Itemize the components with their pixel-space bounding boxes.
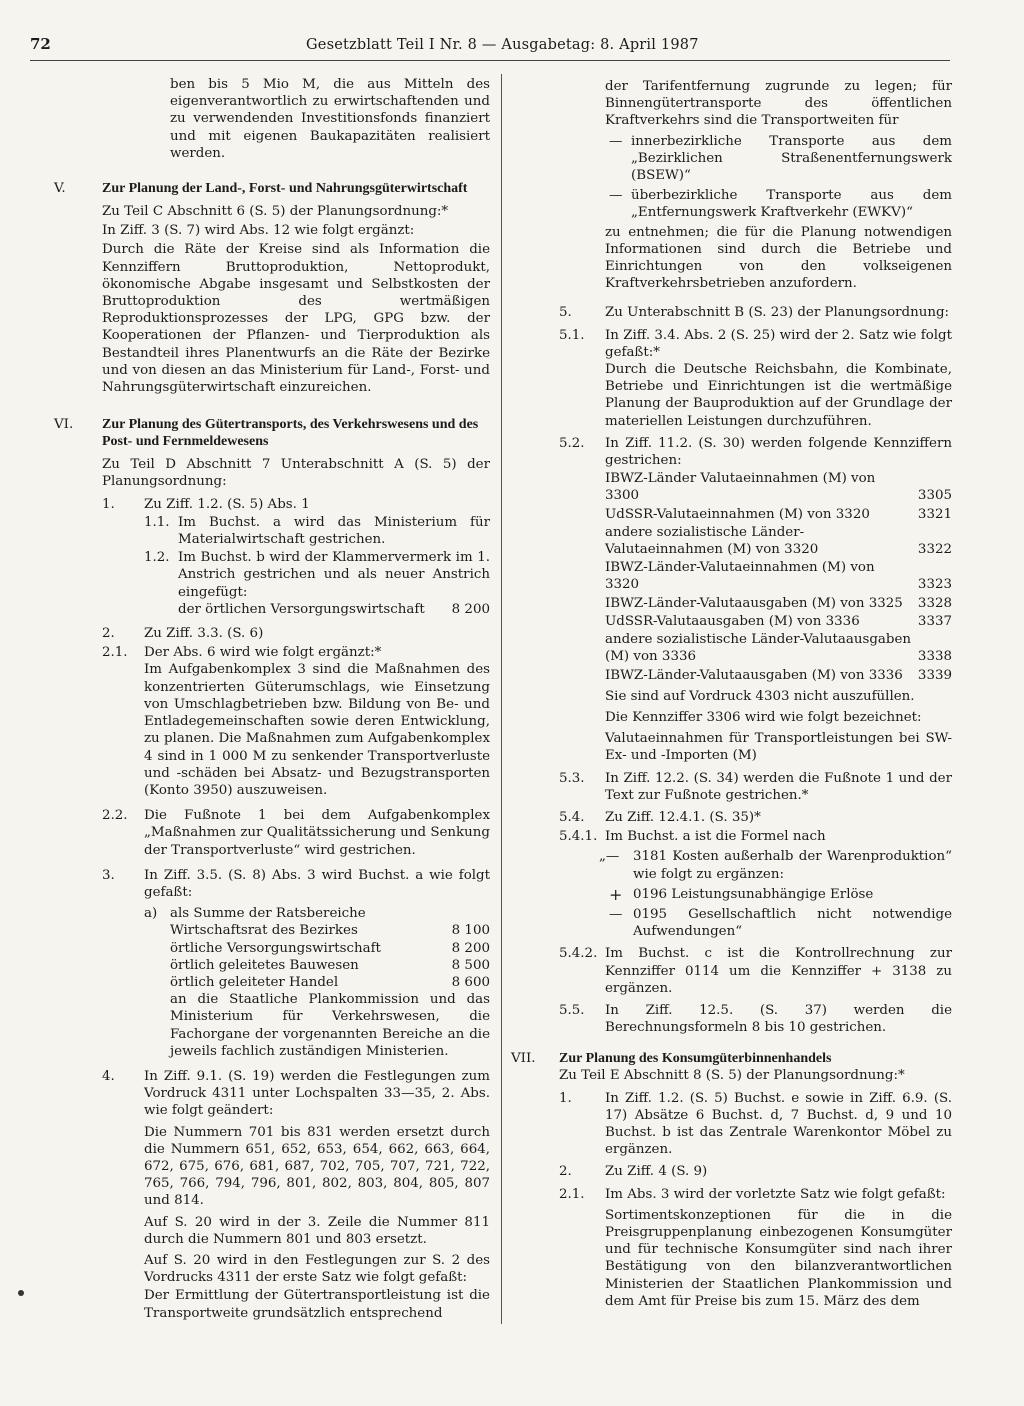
row-label: UdSSR-Valutaausgaben (M) von 3336 (605, 613, 860, 629)
item-number: 1.1. (144, 514, 170, 530)
item-text: In Ziff. 12.5. (S. 37) werden die Berechnungsformeln 8 bis 10 gestrichen. (605, 1002, 952, 1036)
list-item (511, 828, 952, 940)
paragraph: Zu Teil E Abschnitt 8 (S. 5) der Planungsordnung:* (559, 1068, 905, 1084)
table-row (605, 667, 952, 684)
list-item (102, 644, 490, 799)
item-number: 5. (559, 305, 572, 321)
row-label: UdSSR-Valutaeinnahmen (M) von 3320 (605, 506, 870, 522)
list-item (102, 549, 490, 618)
paragraph: zu entnehmen; die für die Planung notwendigen Informationen sind durch die Betriebe und Einrichtungen von den volkseigenen Kraftverkehrsbetrieben anzufordern. (605, 224, 952, 292)
item-body: Durch die Deutsche Reichsbahn, die Kombinate, Betriebe und Einrichtungen ist die wertmäßige Planung der Bauproduktion auf der Grundlage der materiellen Leistungen durchzuführen. (605, 362, 952, 429)
formula-text: 3181 Kosten außerhalb der Warenproduktion“ wie folgt zu ergänzen: (633, 849, 952, 882)
row-value: 3337 (917, 613, 952, 629)
row-label: IBWZ-Länder-Valutaausgaben (M) von 3325 (605, 595, 903, 611)
table-row (605, 631, 952, 665)
item-text: In Ziff. 1.2. (S. 5) Buchst. e sowie in Ziff. 6.9. (S. 17) Absätze 6 Buchst. d, 7 Buchst. d, 9 und 10 Buchst. b ist das Zentrale Warenkontor Möbel zu ergänzen. (605, 1090, 952, 1158)
row-label: Wirtschaftsrat des Bezirkes (170, 923, 358, 939)
intro-paragraph: ben bis 5 Mio M, die aus Mitteln des eigenverantwortlich zu erwirtschaftenden und zu verwendenden Investitionsfonds finanziert und mit eigenen Baukapazitäten realisiert werden. (170, 77, 490, 161)
section-title: Zur Planung des Gütertransports, des Verkehrswesens und des Post- und Fernmeldewesens (102, 417, 479, 450)
row-value: 3323 (917, 577, 952, 593)
right-column (511, 78, 952, 1310)
list-item (511, 945, 952, 997)
sub-list-marker: a) (144, 906, 158, 922)
row-value: 8 500 (451, 957, 490, 973)
formula-sign: — (609, 906, 623, 922)
item-number: 5.5. (559, 1002, 585, 1018)
list-item (102, 496, 490, 513)
list-item (102, 625, 490, 642)
section-vi (54, 416, 490, 1322)
item-number: 5.4.2. (559, 946, 598, 962)
item-text: In Ziff. 11.2. (S. 30) werden folgende Kennziffern gestrichen: (605, 435, 952, 469)
sub-list-item (144, 905, 490, 1060)
item-number: 2.1. (102, 645, 128, 661)
paragraph: In Ziff. 3 (S. 7) wird Abs. 12 wie folgt ergänzt: (102, 223, 415, 239)
item-text: Zu Ziff. 3.3. (S. 6) (144, 626, 264, 642)
item-number: 5.1. (559, 327, 585, 343)
page-header-title: Gesetzblatt Teil I Nr. 8 — Ausgabetag: 8. April 1987 (306, 37, 699, 53)
row-label: IBWZ-Länder Valutaeinnahmen (M) von 3300 (605, 471, 876, 504)
row-value: 8 200 (451, 601, 490, 617)
dash-marker: — (609, 188, 623, 204)
row-value: 3322 (917, 542, 952, 558)
formula-line (605, 906, 952, 940)
sub-list-tail: an die Staatliche Plankommission und das Ministerium für Verkehrswesen, die Fachorgane der vorgenannten Bereiche an die jeweils fachlich zuständigen Ministerien. (170, 992, 490, 1059)
row-value: 3328 (917, 595, 952, 611)
list-item (102, 514, 490, 548)
item-text: In Ziff. 3.4. Abs. 2 (S. 25) wird der 2. Satz wie folgt gefaßt:* (605, 327, 952, 360)
list-item (559, 1090, 952, 1159)
list-item (511, 304, 952, 321)
list-item (511, 1002, 952, 1036)
row-value: 3305 (917, 488, 952, 504)
item-text: In Ziff. 12.2. (S. 34) werden die Fußnote 1 und der Text zur Fußnote gestrichen.* (605, 770, 952, 803)
item-number: 1.2. (144, 550, 170, 566)
item-text: Im Buchst. b wird der Klammervermerk im 1. Anstrich gestrichen und als neuer Anstrich eingefügt: (178, 550, 490, 600)
row-label: IBWZ-Länder-Valutaausgaben (M) von 3336 (605, 667, 903, 683)
item-text: Der Abs. 6 wird wie folgt ergänzt:* (144, 645, 382, 661)
item-number: 2.2. (102, 808, 128, 824)
row-label: der örtlichen Versorgungswirtschaft (178, 601, 425, 617)
header-rule (30, 60, 950, 61)
paragraph: Zu Teil D Abschnitt 7 Unterabschnitt A (S. 5) der Planungsordnung: (102, 457, 490, 490)
item-text: Im Buchst. a ist die Formel nach (605, 829, 826, 845)
item-text: In Ziff. 3.5. (S. 8) Abs. 3 wird Buchst. a wie folgt gefaßt: (144, 867, 490, 900)
item-body: Auf S. 20 wird in den Festlegungen zur S. 2 des Vordrucks 4311 der erste Satz wie folgt gefaßt: (144, 1252, 490, 1286)
ratsbereiche-table (170, 922, 490, 991)
dash-text: innerbezirkliche Transporte aus dem „Bezirklichen Straßenentfernungswerk (BSEW)“ (631, 133, 952, 184)
dash-item (605, 133, 952, 185)
row-label: andere sozialistische Länder-Valutaeinnahmen (M) von 3320 (605, 524, 819, 558)
item-text: Zu Ziff. 4 (S. 9) (605, 1164, 708, 1180)
row-label: örtliche Versorgungswirtschaft (170, 940, 381, 956)
section-title: Zur Planung des Konsumgüterbinnenhandels (559, 1051, 832, 1067)
table-row (605, 613, 952, 630)
item-number: 5.4.1. (559, 829, 598, 845)
dash-item (605, 187, 952, 221)
item-text: Zu Ziff. 12.4.1. (S. 35)* (605, 809, 761, 825)
row-value: 8 600 (451, 974, 490, 990)
sub-list-text: als Summe der Ratsbereiche (170, 906, 366, 922)
table-row (170, 957, 490, 974)
table-row (605, 559, 952, 593)
table-row (605, 506, 952, 523)
table-row (605, 470, 952, 504)
item-text: Im Buchst. a wird das Ministerium für Materialwirtschaft gestrichen. (178, 514, 490, 548)
table-row (170, 940, 490, 957)
continued-block (511, 78, 952, 292)
paragraph: Durch die Räte der Kreise sind als Information die Kennziffern Bruttoproduktion, Nettoprodukt, ökonomische Abgabe insgesamt und Selbstkosten der Bruttoproduktion des wertmäßigen Reproduktionsprozesses der LPG, GPG bzw. der Kooperationen der Pflanzen- und Tierproduktion als Bestandteil ihres Planentwurfs an die Räte der Bezirke und von diesen an das Ministerium für Land-, Forst- und Nahrungsgüterwirtschaft einzureichen. (102, 242, 490, 396)
item-body: Sortimentskonzeptionen für die in die Preisgruppenplanung einbezogenen Konsumgüter und für technische Konsumgüter sind nach ihrer Bestätigung von den bilanzverantwortlichen Ministerien der Staatlichen Plankommission und dem Amt für Preise bis zum 15. März des dem (605, 1207, 952, 1309)
value-row (178, 601, 490, 618)
list-item (102, 1068, 490, 1322)
list-item (559, 1186, 952, 1310)
item-body: Im Aufgabenkomplex 3 sind die Maßnahmen des konzentrierten Güterumschlags, wie Einsetzung von Umschlagbetrieben bzw. Bildung von Be- und Entladegemeinschaften sowie deren Entwicklung, zu planen. Die Maßnahmen zum Aufgabenkomplex 4 sind in 1 000 M zu senkender Transportverluste und -schäden bei Absatz- und Bezugstransporten (Konto 3950) auszuweisen. (144, 662, 490, 798)
row-label: örtlich geleiteter Handel (170, 974, 339, 990)
paragraph: der Tarifentfernung zugrunde zu legen; für Binnengütertransporte des öffentlichen Kraftverkehrs sind die Transportweiten für (605, 79, 952, 129)
formula-line (605, 886, 952, 903)
dash-marker: — (609, 133, 623, 149)
item-body: Der Ermittlung der Gütertransportleistung ist die Transportweite grundsätzlich entsprechend (144, 1288, 490, 1321)
ink-spot (18, 1290, 24, 1296)
list-item (559, 1163, 952, 1180)
left-column (54, 76, 490, 1322)
item-number: 2. (559, 1164, 572, 1180)
plus-icon: + (609, 884, 623, 904)
paragraph: Zu Teil C Abschnitt 6 (S. 5) der Planungsordnung:* (102, 204, 449, 220)
column-divider (501, 74, 502, 1324)
item-text: Im Buchst. c ist die Kontrollrechnung zur Kennziffer 0114 um die Kennziffer + 3138 zu ergänzen. (605, 946, 952, 996)
item-body: Die Kennziffer 3306 wird wie folgt bezeichnet: (605, 709, 922, 725)
row-label: örtlich geleitetes Bauwesen (170, 957, 359, 973)
item-number: 2. (102, 626, 115, 642)
section-number: V. (54, 181, 66, 197)
row-value: 8 100 (451, 923, 490, 939)
list-item (511, 435, 952, 765)
page-number: 72 (30, 35, 51, 53)
item-text: Die Fußnote 1 bei dem Aufgabenkomplex „Maßnahmen zur Qualitätssicherung und Senkung der Transportverluste“ wird gestrichen. (144, 808, 490, 858)
list-item (511, 327, 952, 430)
item-body: Sie sind auf Vordruck 4303 nicht auszufüllen. (605, 688, 915, 704)
dash-text: überbezirkliche Transporte aus dem „Entfernungswerk Kraftverkehr (EWKV)“ (631, 188, 952, 221)
formula-text: 0196 Leistungsunabhängige Erlöse (633, 886, 874, 902)
item-text: Zu Ziff. 1.2. (S. 5) Abs. 1 (144, 496, 310, 512)
list-item (102, 807, 490, 859)
item-number: 1. (102, 496, 115, 512)
item-number: 3. (102, 867, 115, 883)
item-number: 5.4. (559, 809, 585, 825)
row-value: 3338 (917, 649, 952, 665)
item-number: 2.1. (559, 1186, 585, 1202)
list-item (511, 809, 952, 826)
table-row (170, 974, 490, 991)
item-number: 5.2. (559, 435, 585, 451)
kennziffern-table (605, 470, 952, 683)
item-number: 4. (102, 1068, 115, 1084)
item-body: Auf S. 20 wird in der 3. Zeile die Nummer 811 durch die Nummern 801 und 803 ersetzt. (144, 1214, 490, 1247)
row-label: andere sozialistische Länder-Valutaausgaben (M) von 3336 (605, 632, 912, 665)
formula-text: 0195 Gesellschaftlich nicht notwendige Aufwendungen“ (633, 906, 952, 940)
row-value: 3339 (917, 667, 952, 683)
table-row (170, 922, 490, 939)
section-title: Zur Planung der Land-, Forst- und Nahrungsgüterwirtschaft (102, 181, 468, 197)
table-row (605, 524, 952, 558)
item-number: 1. (559, 1090, 572, 1106)
row-value: 3321 (917, 506, 952, 522)
section-v (54, 180, 490, 396)
formula-line (599, 848, 952, 882)
section-number: VI. (54, 417, 74, 433)
item-body: Die Nummern 701 bis 831 werden ersetzt durch die Nummern 651, 652, 653, 654, 662, 663, 664, 672, 675, 676, 681, 687, 702, 705, 707, 721, 722, 765, 766, 794, 796, 801, 802, 803, 804, 805, 807 und 814. (144, 1124, 490, 1209)
table-row (605, 595, 952, 612)
item-number: 5.3. (559, 770, 585, 786)
item-text: Im Abs. 3 wird der vorletzte Satz wie folgt gefaßt: (605, 1186, 946, 1202)
formula-sign: „— (599, 849, 620, 865)
row-value: 8 200 (451, 940, 490, 956)
item-text: Zu Unterabschnitt B (S. 23) der Planungsordnung: (605, 305, 950, 321)
list-item (511, 770, 952, 804)
row-label: IBWZ-Länder-Valutaeinnahmen (M) von 3320 (605, 560, 875, 593)
item-body: Valutaeinnahmen für Transportleistungen bei SW-Ex- und -Importen (M) (605, 731, 952, 764)
section-number: VII. (511, 1051, 536, 1067)
section-vii (511, 1050, 952, 1310)
item-text: In Ziff. 9.1. (S. 19) werden die Festlegungen zum Vordruck 4311 unter Lochspalten 33—35, 2. Abs. wie folgt geändert: (144, 1068, 490, 1119)
list-item (102, 867, 490, 1060)
